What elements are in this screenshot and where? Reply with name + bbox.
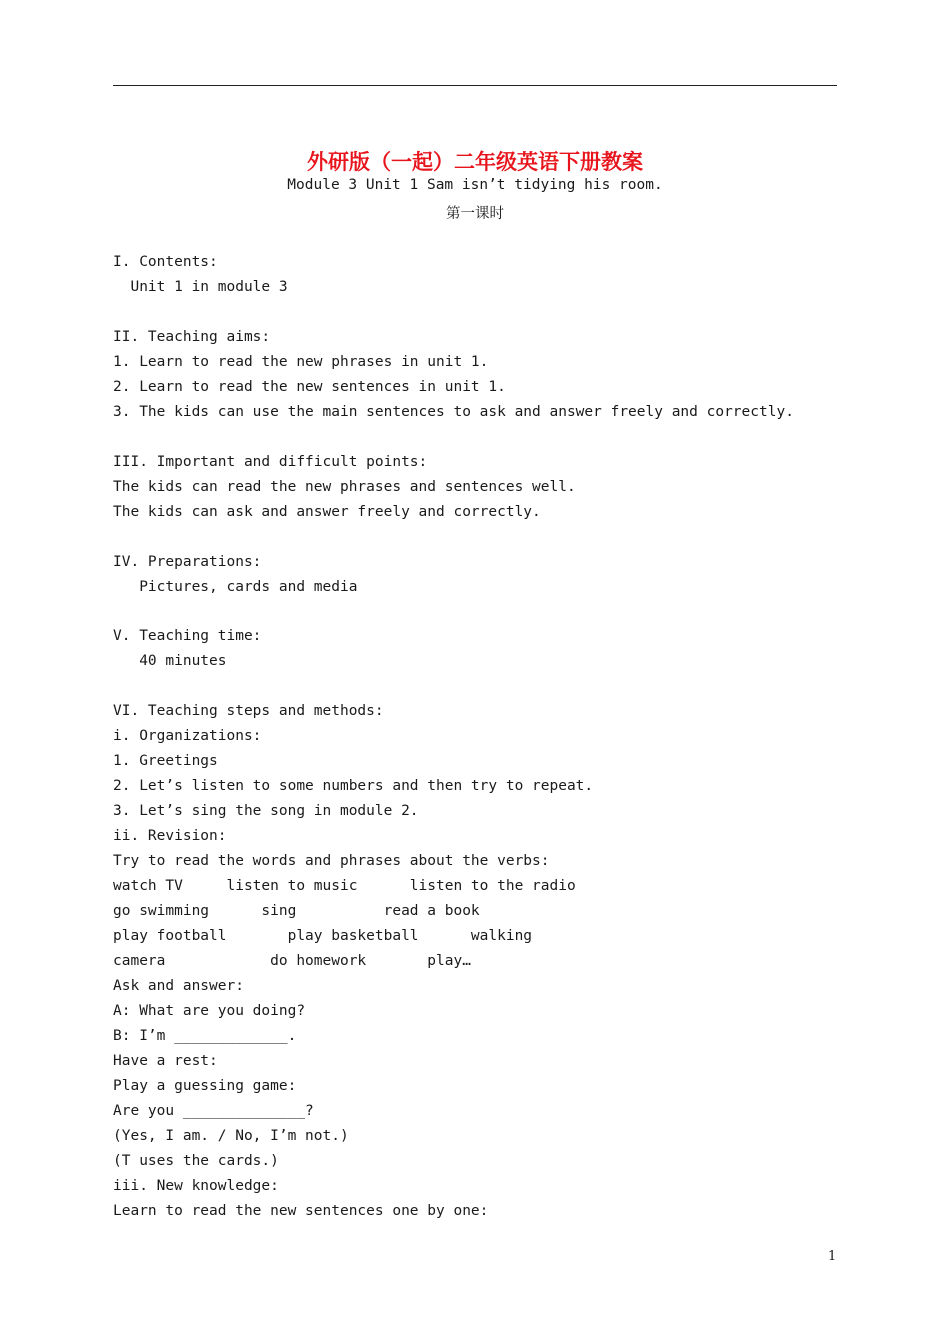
- body-line: 3. Let’s sing the song in module 2.: [113, 803, 419, 819]
- sub-heading: ii. Revision:: [113, 828, 227, 844]
- dialogue-line: B: I’m _____________.: [113, 1028, 297, 1044]
- body-line: Ask and answer:: [113, 978, 244, 994]
- body-line: 1. Greetings: [113, 753, 218, 769]
- body-line: Play a guessing game:: [113, 1078, 297, 1094]
- document-subtitle: Module 3 Unit 1 Sam isn’t tidying his room.: [287, 177, 663, 193]
- section-heading: III. Important and difficult points:: [113, 454, 428, 470]
- section-heading: II. Teaching aims:: [113, 329, 271, 345]
- body-line: The kids can ask and answer freely and correctly.: [113, 504, 541, 520]
- section-heading: VI. Teaching steps and methods:: [113, 703, 384, 719]
- body-line: Have a rest:: [113, 1053, 218, 1069]
- section-heading: IV. Preparations:: [113, 554, 262, 570]
- dialogue-line: A: What are you doing?: [113, 1003, 306, 1019]
- dialogue-line: Are you ______________?: [113, 1103, 314, 1119]
- body-line: 3. The kids can use the main sentences to ask and answer freely and correctly.: [113, 404, 794, 420]
- section-heading: V. Teaching time:: [113, 628, 262, 644]
- body-line: Try to read the words and phrases about the verbs:: [113, 853, 550, 869]
- sub-heading: iii. New knowledge:: [113, 1178, 279, 1194]
- body-line: The kids can read the new phrases and sentences well.: [113, 479, 576, 495]
- document-title: 外研版（一起）二年级英语下册教案: [307, 149, 643, 174]
- sub-heading: i. Organizations:: [113, 728, 262, 744]
- dialogue-line: (Yes, I am. / No, I’m not.): [113, 1128, 349, 1144]
- body-line: 2. Let’s listen to some numbers and then try to repeat.: [113, 778, 594, 794]
- page-number: 1: [828, 1249, 837, 1264]
- word-list-line: go swimming sing read a book: [113, 903, 480, 919]
- body-line: 2. Learn to read the new sentences in unit 1.: [113, 379, 506, 395]
- lesson-label: 第一课时: [446, 206, 504, 222]
- body-line: Unit 1 in module 3: [113, 279, 288, 295]
- body-line: (T uses the cards.): [113, 1153, 279, 1169]
- word-list-line: camera do homework play…: [113, 953, 471, 969]
- word-list-line: play football play basketball walking: [113, 928, 533, 944]
- word-list-line: watch TV listen to music listen to the radio: [113, 878, 576, 894]
- body-line: 40 minutes: [113, 653, 227, 669]
- section-heading: I. Contents:: [113, 254, 218, 270]
- body-line: 1. Learn to read the new phrases in unit 1.: [113, 354, 489, 370]
- header-rule: [113, 85, 837, 86]
- body-line: Pictures, cards and media: [113, 579, 358, 595]
- body-line: Learn to read the new sentences one by one:: [113, 1203, 489, 1219]
